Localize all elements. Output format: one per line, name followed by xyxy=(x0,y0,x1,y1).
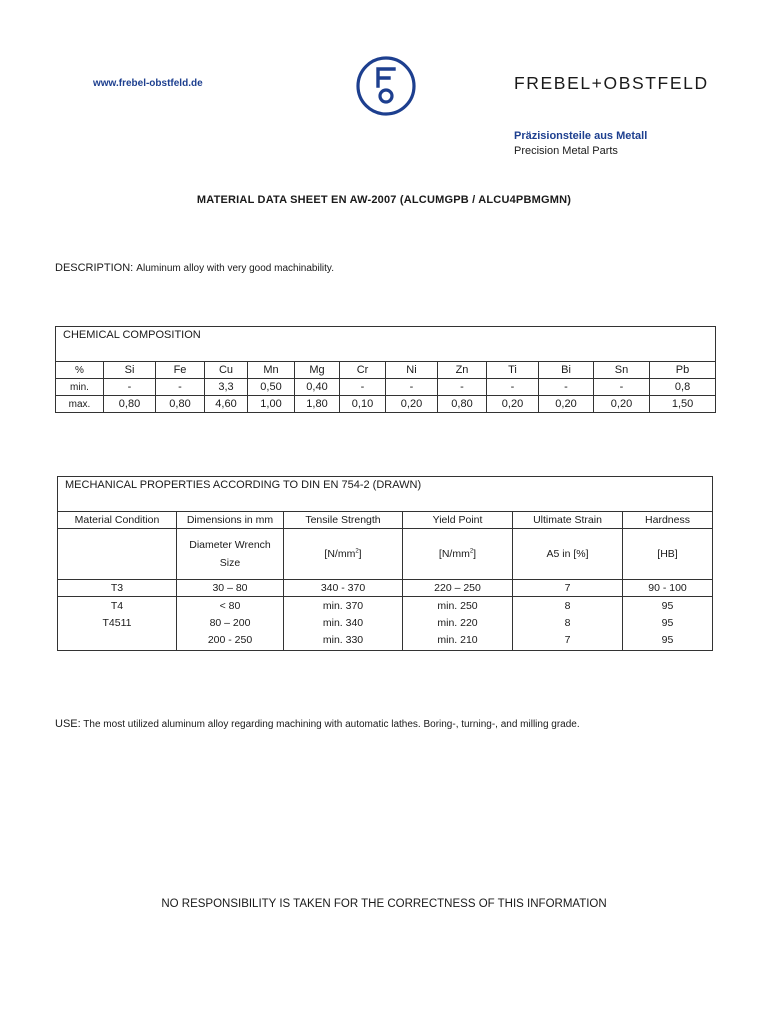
condition-line: T4511 xyxy=(102,617,132,629)
mech-t3-cell: 30 – 80 xyxy=(177,580,284,597)
chem-header-cell: Cu xyxy=(205,362,248,379)
chem-max-cell: 0,20 xyxy=(539,396,594,413)
chemical-max-row xyxy=(56,396,716,413)
yield-unit-exponent: 2 xyxy=(469,548,474,555)
chem-max-cell: 1,00 xyxy=(248,396,295,413)
mech-group-tensile-cell xyxy=(284,597,403,651)
chem-min-cell: - xyxy=(386,379,438,396)
mech-dimension-sub-cell xyxy=(177,529,284,580)
mechanical-properties-table xyxy=(57,476,713,651)
description-label: DESCRIPTION: xyxy=(55,262,134,274)
chem-header-cell: Ni xyxy=(386,362,438,379)
chem-min-cell: - xyxy=(340,379,386,396)
tagline-english: Precision Metal Parts xyxy=(514,145,618,157)
chem-max-cell: 0,80 xyxy=(156,396,205,413)
mech-header-cell: Tensile Strength xyxy=(284,512,403,529)
yield-line: min. 250 xyxy=(437,600,478,612)
chem-min-cell: 0,40 xyxy=(295,379,340,396)
chem-min-cell: 0,50 xyxy=(248,379,295,396)
dimension-line: < 80 xyxy=(219,600,241,612)
chem-min-cell: - xyxy=(104,379,156,396)
chem-header-cell: Mg xyxy=(295,362,340,379)
mech-t3-cell: 220 – 250 xyxy=(403,580,513,597)
chemical-header-row xyxy=(56,362,716,379)
chem-min-cell: - xyxy=(539,379,594,396)
description xyxy=(55,262,334,274)
yield-unit: [N/mm xyxy=(438,548,470,560)
hardness-line: 95 xyxy=(661,617,674,629)
dimension-sub-line-2: Size xyxy=(219,557,241,569)
mech-group-yield-cell xyxy=(403,597,513,651)
chemical-composition-table xyxy=(55,326,716,413)
strain-line: 8 xyxy=(564,600,571,612)
mech-t3-cell: 7 xyxy=(513,580,623,597)
disclaimer: NO RESPONSIBILITY IS TAKEN FOR THE CORRECTNESS OF THIS INFORMATION xyxy=(161,898,607,910)
mechanical-row-t3 xyxy=(58,580,713,597)
mech-hardness-unit-cell: [HB] xyxy=(623,529,713,580)
mech-group-strain-cell xyxy=(513,597,623,651)
dimension-line: 80 – 200 xyxy=(209,617,251,629)
mech-group-dimension-cell xyxy=(177,597,284,651)
mech-t3-cell: 340 - 370 xyxy=(284,580,403,597)
mech-group-hardness-cell xyxy=(623,597,713,651)
chem-header-cell: % xyxy=(56,362,104,379)
description-text: Aluminum alloy with very good machinability. xyxy=(136,263,334,274)
mechanical-caption: MECHANICAL PROPERTIES ACCORDING TO DIN EN 754-2 (DRAWN) xyxy=(58,477,713,512)
condition-line: T4 xyxy=(110,600,124,612)
tensile-line: min. 340 xyxy=(322,617,364,629)
chem-max-cell: 0,20 xyxy=(386,396,438,413)
chem-header-cell: Zn xyxy=(438,362,487,379)
mech-tensile-unit-cell xyxy=(284,529,403,580)
document-title: MATERIAL DATA SHEET EN AW-2007 (ALCUMGPB / ALCU4PBMGMN) xyxy=(196,194,572,206)
chem-header-cell: Pb xyxy=(650,362,716,379)
chem-header-cell: Fe xyxy=(156,362,205,379)
use-text: The most utilized aluminum alloy regarding machining with automatic lathes. Boring-, turning-, and milling grade. xyxy=(83,719,580,730)
brand-name: FREBEL+OBSTFELD xyxy=(514,73,709,93)
chem-max-cell: 4,60 xyxy=(205,396,248,413)
mech-header-cell: Dimensions in mm xyxy=(177,512,284,529)
use-statement xyxy=(55,718,580,730)
dimension-line: 200 - 250 xyxy=(207,634,253,646)
chem-header-cell: Sn xyxy=(594,362,650,379)
hardness-line: 95 xyxy=(661,600,674,612)
chem-max-cell: 1,50 xyxy=(650,396,716,413)
mechanical-units-row xyxy=(58,529,713,580)
mech-header-cell: Yield Point xyxy=(403,512,513,529)
chem-header-cell: Ti xyxy=(487,362,539,379)
website-link[interactable]: www.frebel-obstfeld.de xyxy=(93,78,203,89)
strain-line: 7 xyxy=(564,634,571,646)
mechanical-header-row xyxy=(58,512,713,529)
mech-header-cell: Ultimate Strain xyxy=(513,512,623,529)
mech-units-empty-cell xyxy=(58,529,177,580)
chem-max-cell: max. xyxy=(56,396,104,413)
yield-unit-close: ] xyxy=(473,548,477,560)
chem-max-cell: 0,10 xyxy=(340,396,386,413)
chem-max-cell: 0,20 xyxy=(594,396,650,413)
frebel-obstfeld-logo-icon xyxy=(355,55,417,117)
chem-max-cell: 1,80 xyxy=(295,396,340,413)
yield-line: min. 210 xyxy=(437,634,478,646)
mech-header-cell: Material Condition xyxy=(58,512,177,529)
hardness-line: 95 xyxy=(661,634,674,646)
yield-line: min. 220 xyxy=(437,617,478,629)
chem-min-cell: min. xyxy=(56,379,104,396)
mech-t3-cell: 90 - 100 xyxy=(623,580,713,597)
use-label: USE: xyxy=(55,718,81,730)
chem-max-cell: 0,80 xyxy=(104,396,156,413)
chemical-min-row xyxy=(56,379,716,396)
dimension-sub-line-1: Diameter Wrench xyxy=(189,539,271,551)
chem-max-cell: 0,20 xyxy=(487,396,539,413)
chem-header-cell: Mn xyxy=(248,362,295,379)
tensile-line: min. 370 xyxy=(322,600,364,612)
mech-yield-unit-cell xyxy=(403,529,513,580)
mech-group-condition-cell xyxy=(58,597,177,651)
mech-t3-cell: T3 xyxy=(58,580,177,597)
tensile-unit-exponent: 2 xyxy=(355,548,359,555)
chem-min-cell: - xyxy=(594,379,650,396)
chemical-caption: CHEMICAL COMPOSITION xyxy=(56,327,716,362)
tagline-german: Präzisionsteile aus Metall xyxy=(514,130,648,142)
mech-strain-unit-cell: A5 in [%] xyxy=(513,529,623,580)
tensile-unit-close: ] xyxy=(358,548,362,560)
mech-header-cell: Hardness xyxy=(623,512,713,529)
chem-min-cell: - xyxy=(487,379,539,396)
chem-header-cell: Cr xyxy=(340,362,386,379)
tensile-line: min. 330 xyxy=(322,634,364,646)
chem-min-cell: 3,3 xyxy=(205,379,248,396)
chem-min-cell: - xyxy=(156,379,205,396)
chem-min-cell: - xyxy=(438,379,487,396)
strain-line: 8 xyxy=(564,617,571,629)
chem-header-cell: Bi xyxy=(539,362,594,379)
mechanical-row-t4-group xyxy=(58,597,713,651)
chem-min-cell: 0,8 xyxy=(650,379,716,396)
chem-max-cell: 0,80 xyxy=(438,396,487,413)
chem-header-cell: Si xyxy=(104,362,156,379)
tensile-unit: [N/mm xyxy=(324,548,356,560)
